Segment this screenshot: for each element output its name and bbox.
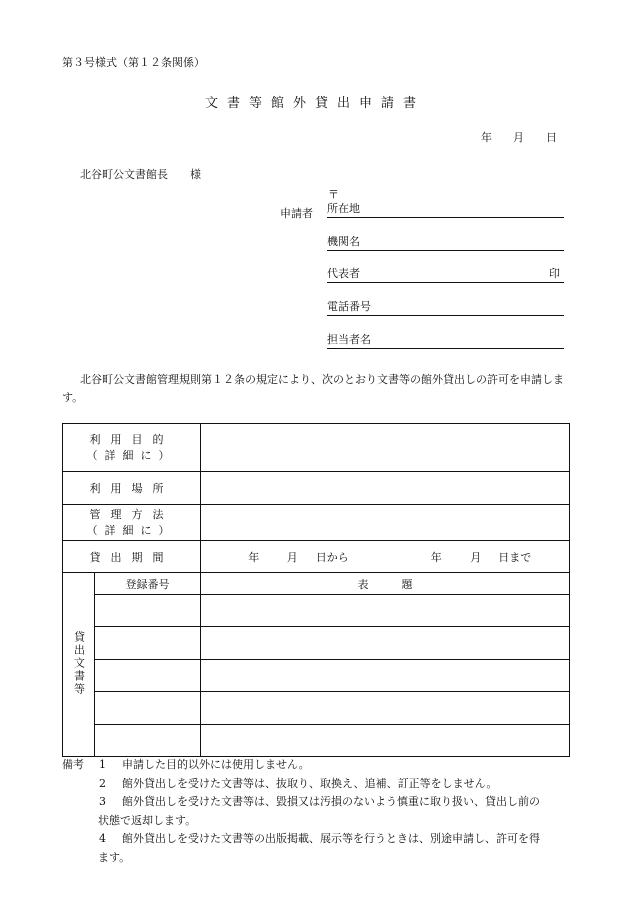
- form-number-label: 第３号様式（第１２条関係）: [62, 56, 205, 69]
- organization-field[interactable]: [327, 235, 564, 251]
- address-label: 所在地: [327, 202, 360, 215]
- request-statement: 北谷町公文書館管理規則第１２条の規定により、次のとおり文書等の館外貸出しの許可を申請します。: [62, 373, 564, 404]
- title-cell[interactable]: [201, 595, 570, 627]
- reg-no-cell[interactable]: [95, 692, 201, 725]
- purpose-label: 利用目的: [89, 432, 174, 446]
- note-number: 1: [99, 758, 106, 771]
- loan-application-table: [62, 423, 570, 757]
- place-label-cell: [63, 472, 201, 505]
- title-cell[interactable]: [201, 692, 570, 725]
- reg-no-cell[interactable]: [95, 595, 201, 627]
- note-number: 4: [99, 832, 106, 845]
- period-year-to: 年: [430, 550, 442, 564]
- phone-label: 電話番号: [327, 300, 371, 313]
- period-label-cell: [63, 541, 201, 573]
- note-item: [62, 793, 582, 830]
- method-label-cell: [63, 505, 201, 541]
- addressee: 北谷町公文書館長 様: [80, 168, 201, 181]
- place-label: 利用場所: [89, 482, 174, 495]
- method-input[interactable]: [201, 505, 570, 541]
- reg-no-header: 登録番号: [95, 573, 201, 595]
- purpose-sublabel: （詳細に）: [86, 448, 177, 462]
- period-input[interactable]: [201, 541, 570, 573]
- note-item: [62, 775, 582, 794]
- note-text-continued: 状態で返却します。: [98, 813, 197, 827]
- contact-label: 担当者名: [327, 333, 371, 346]
- note-text-continued: ます。: [98, 850, 131, 864]
- purpose-label-cell: [63, 424, 201, 472]
- title-header: 表 題: [201, 573, 570, 595]
- document-title: 文書等館外貸出申請書: [204, 96, 425, 111]
- representative-field[interactable]: [327, 267, 564, 283]
- period-day-from: 日から: [315, 550, 349, 564]
- note-text: 館外貸出しを受けた文書等は、毀損又は汚損のないよう慎重に取り扱い、貸出し前の: [122, 795, 540, 808]
- notes-section: [62, 756, 582, 867]
- note-number: 3: [99, 795, 106, 808]
- postal-mark: 〒: [328, 188, 339, 201]
- date-month: 月: [513, 131, 524, 144]
- phone-field[interactable]: [327, 300, 564, 316]
- note-item: [62, 756, 582, 775]
- note-number: 2: [99, 776, 106, 790]
- seal-mark: 印: [549, 267, 560, 280]
- reg-no-cell[interactable]: [95, 627, 201, 660]
- reg-no-cell[interactable]: [95, 725, 201, 757]
- applicant-label: 申請者: [280, 207, 313, 220]
- organization-label: 機関名: [327, 235, 360, 248]
- note-item: [62, 830, 582, 867]
- title-cell[interactable]: [201, 660, 570, 692]
- title-cell[interactable]: [201, 725, 570, 757]
- period-day-to: 日まで: [498, 550, 532, 564]
- period-label: 貸出期間: [89, 550, 174, 564]
- date-year: 年: [481, 131, 492, 144]
- place-input[interactable]: [201, 472, 570, 505]
- notes-heading: 備考: [62, 758, 84, 771]
- docs-label-cell: [63, 573, 95, 757]
- docs-label: 貸出文書等: [72, 630, 86, 696]
- contact-field[interactable]: [327, 333, 564, 349]
- method-sublabel: （詳細に）: [86, 523, 177, 537]
- period-year-from: 年: [248, 550, 260, 564]
- representative-label: 代表者: [327, 267, 360, 280]
- method-label: 管理方法: [89, 507, 174, 521]
- reg-no-cell[interactable]: [95, 660, 201, 692]
- note-text: 申請した目的以外には使用しません。: [122, 758, 310, 771]
- address-field[interactable]: [327, 202, 564, 218]
- purpose-input[interactable]: [201, 424, 570, 472]
- date-day: 日: [546, 131, 557, 144]
- title-cell[interactable]: [201, 627, 570, 660]
- note-text: 館外貸出しを受けた文書等は、抜取り、取換え、追補、訂正等をしません。: [122, 776, 498, 790]
- note-text: 館外貸出しを受けた文書等の出版掲載、展示等を行うときは、別途申請し、許可を得: [122, 832, 540, 845]
- period-month-from: 月: [286, 550, 298, 564]
- period-month-to: 月: [470, 550, 482, 564]
